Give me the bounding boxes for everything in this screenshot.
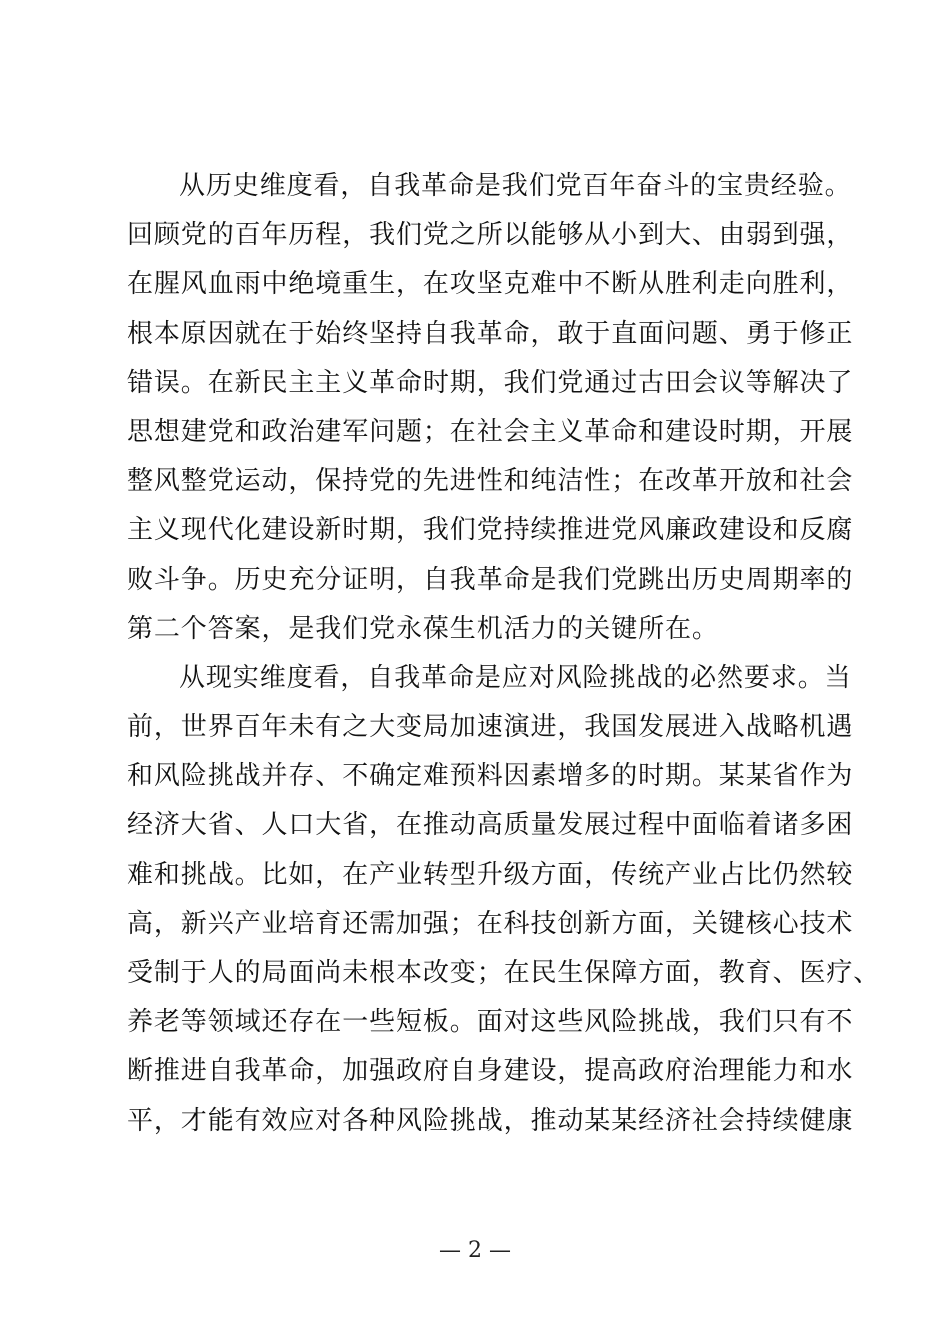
text-line: 主义现代化建设新时期，我们党持续推进党风廉政建设和反腐 xyxy=(127,515,854,546)
text-line: 养老等领域还存在一些短板。面对这些风险挑战，我们只有不 xyxy=(127,1007,854,1038)
text-line: 在腥风血雨中绝境重生，在攻坚克难中不断从胜利走向胜利， xyxy=(127,269,854,300)
text-line: 第二个答案，是我们党永葆生机活力的关键所在。 xyxy=(127,613,719,644)
text-line: 和风险挑战并存、不确定难预料因素增多的时期。某某省作为 xyxy=(127,761,854,792)
text-line: 思想建党和政治建军问题；在社会主义革命和建设时期，开展 xyxy=(127,416,854,447)
page-number: — 2 — xyxy=(439,1238,511,1263)
text-line: 根本原因就在于始终坚持自我革命，敢于直面问题、勇于修正 xyxy=(127,318,854,349)
body-text xyxy=(127,162,881,1146)
text-line: 败斗争。历史充分证明，自我革命是我们党跳出历史周期率的 xyxy=(127,564,854,595)
text-line: 回顾党的百年历程，我们党之所以能够从小到大、由弱到强， xyxy=(127,220,854,251)
text-line: 高，新兴产业培育还需加强；在科技创新方面，关键核心技术 xyxy=(127,908,854,939)
paragraph-history xyxy=(127,162,854,654)
text-line: 受制于人的局面尚未根本改变；在民生保障方面，教育、医疗、 xyxy=(127,958,881,988)
text-line: 整风整党运动，保持党的先进性和纯洁性；在改革开放和社会 xyxy=(127,466,854,497)
text-line: 从历史维度看，自我革命是我们党百年奋斗的宝贵经验。 xyxy=(179,171,852,201)
paragraph-reality xyxy=(127,654,881,1146)
text-line: 平，才能有效应对各种风险挑战，推动某某经济社会持续健康 xyxy=(127,1105,854,1136)
text-line: 难和挑战。比如，在产业转型升级方面，传统产业占比仍然较 xyxy=(127,859,854,890)
text-line: 错误。在新民主主义革命时期，我们党通过古田会议等解决了 xyxy=(127,367,854,398)
text-line: 经济大省、人口大省，在推动高质量发展过程中面临着诸多困 xyxy=(127,810,854,841)
text-line: 断推进自我革命，加强政府自身建设，提高政府治理能力和水 xyxy=(127,1056,854,1087)
text-line: 从现实维度看，自我革命是应对风险挑战的必然要求。当 xyxy=(179,662,852,693)
text-line: 前，世界百年未有之大变局加速演进，我国发展进入战略机遇 xyxy=(127,712,854,743)
